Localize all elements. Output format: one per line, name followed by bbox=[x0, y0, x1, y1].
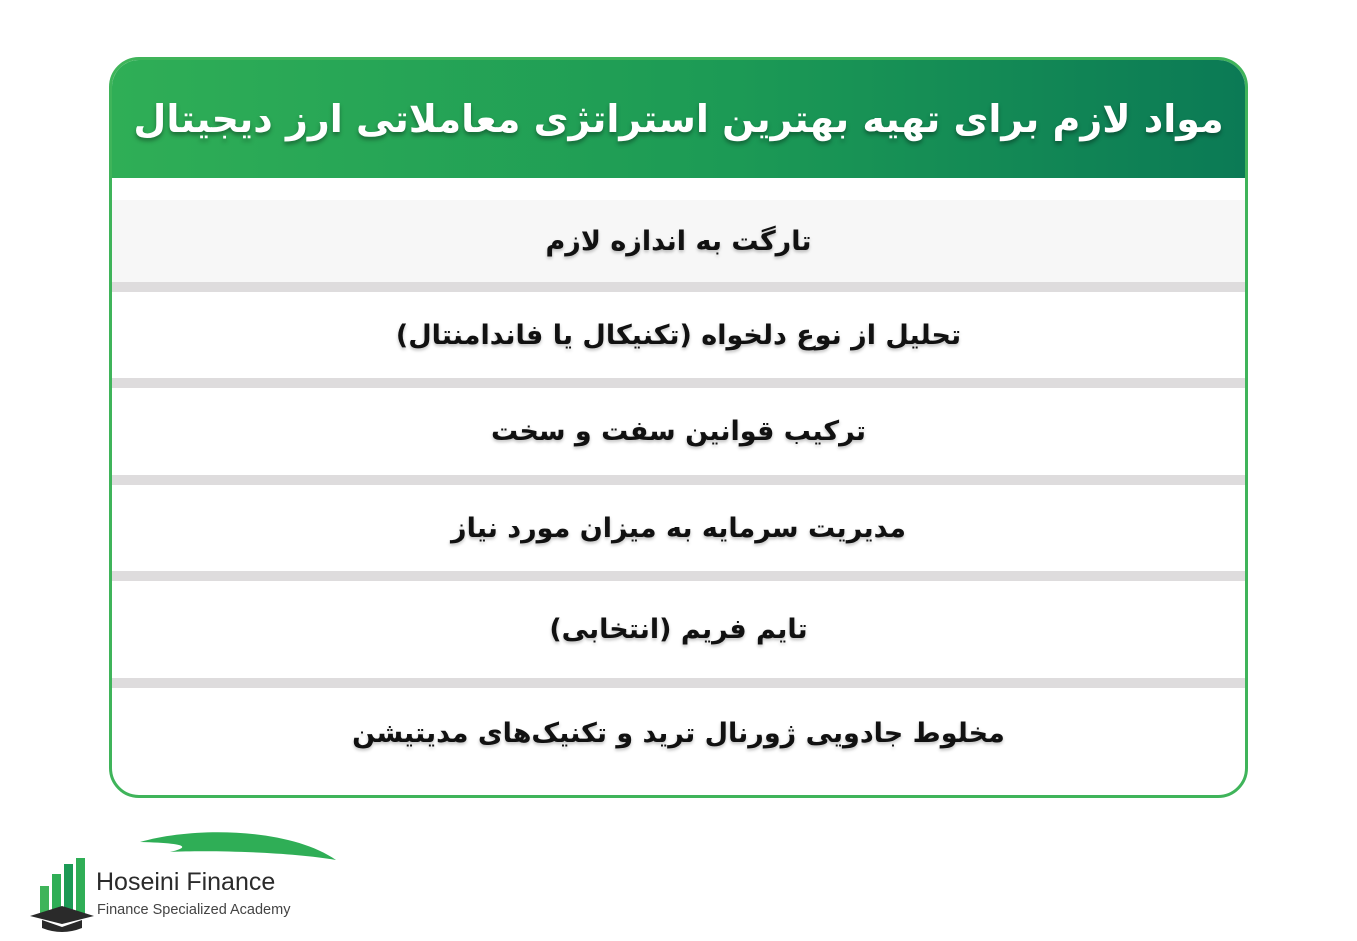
row-divider bbox=[112, 282, 1245, 292]
leaf-swoosh-icon bbox=[140, 830, 340, 864]
bar-chart-graduation-cap-icon bbox=[30, 858, 94, 936]
list-item-text: تارگت به اندازه لازم bbox=[545, 225, 812, 257]
list-item-text: تحلیل از نوع دلخواه (تکنیکال یا فاندامنتال) bbox=[395, 319, 962, 351]
brand-tagline: Finance Specialized Academy bbox=[97, 902, 291, 918]
ingredients-list bbox=[112, 178, 1245, 795]
list-item bbox=[112, 200, 1245, 282]
row-divider bbox=[112, 678, 1245, 688]
brand-logo bbox=[30, 830, 350, 935]
list-item bbox=[112, 292, 1245, 378]
list-item bbox=[112, 485, 1245, 571]
list-item-text: مخلوط جادویی ژورنال ترید و تکنیک‌های مدیتیشن bbox=[352, 717, 1005, 749]
ingredients-card bbox=[109, 57, 1248, 798]
list-item-text: تایم فریم (انتخابی) bbox=[549, 614, 808, 645]
row-divider bbox=[112, 571, 1245, 581]
list-item bbox=[112, 581, 1245, 678]
row-divider bbox=[112, 378, 1245, 388]
brand-name: Hoseini Finance bbox=[96, 868, 276, 896]
list-item-text: ترکیب قوانین سفت و سخت bbox=[490, 416, 867, 447]
list-item-text: مدیریت سرمایه به میزان مورد نیاز bbox=[451, 512, 906, 544]
list-item bbox=[112, 688, 1245, 778]
card-title: مواد لازم برای تهیه بهترین استراتژی معاملاتی ارز دیجیتال bbox=[133, 97, 1224, 141]
card-header bbox=[112, 60, 1245, 178]
list-item bbox=[112, 388, 1245, 475]
row-divider bbox=[112, 475, 1245, 485]
